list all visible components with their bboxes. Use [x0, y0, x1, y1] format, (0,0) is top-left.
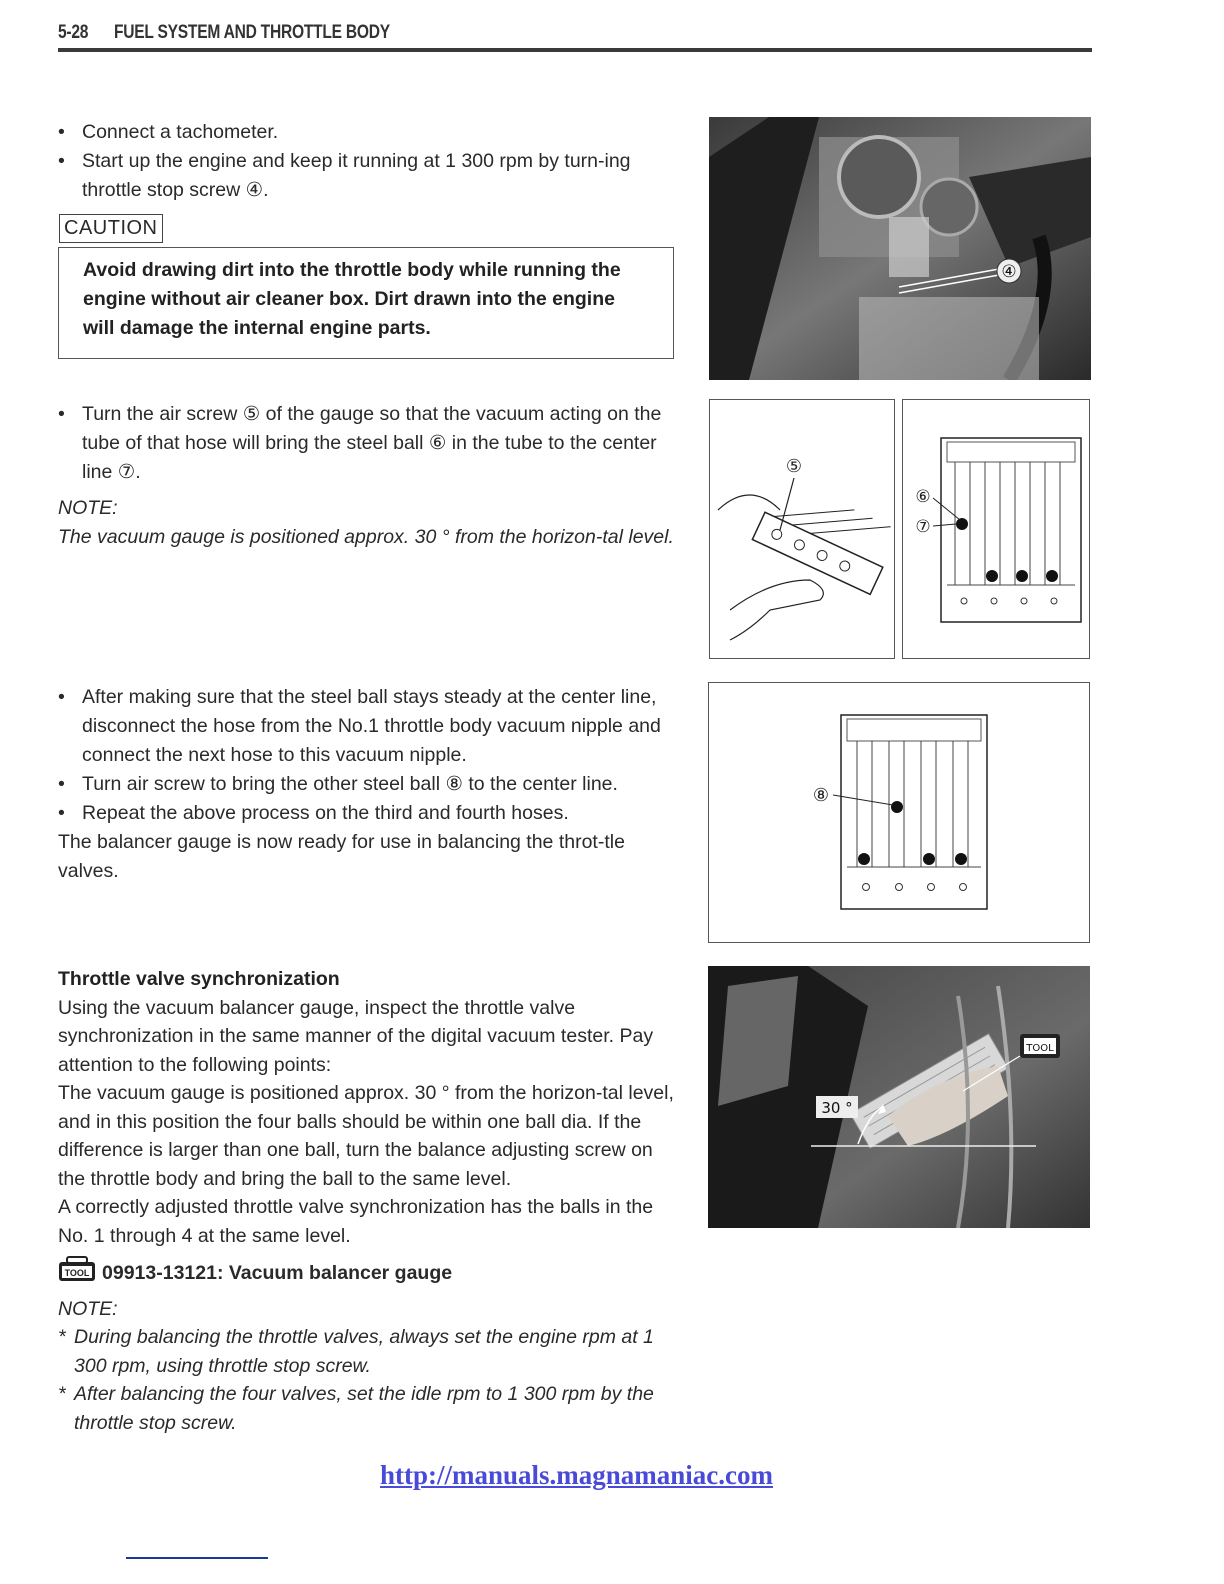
paragraph: Using the vacuum balancer gauge, inspect the throttle valve synchronization in the same manner of the digital vacuum tester. Pay attention to the following points: — [58, 996, 654, 1076]
bullet-item: • Repeat the above process on the third and fourth hoses. — [58, 799, 674, 828]
bullet-item: • Start up the engine and keep it running at 1 300 rpm by turn-ing throttle stop screw ④. — [58, 147, 674, 205]
page-header — [58, 20, 1092, 52]
callout-7: ⑦ — [915, 517, 931, 537]
bullet-item: • Turn the air screw ⑤ of the gauge so that the vacuum acting on the tube of that hose will bring the steel ball ⑥ in the tube to the center line ⑦. — [58, 400, 674, 487]
tool-icon-label: TOOL — [64, 1268, 90, 1278]
footer-url-link[interactable]: http://manuals.magnamaniac.com — [380, 1460, 774, 1490]
paragraph: The vacuum gauge is positioned approx. 30 ° from the horizon-tal level, and in this position the four balls should be within one ball dia. If the difference is larger than one ball, turn the balance adjusting screw on the throttle body and bring the ball to the same level. — [58, 1082, 674, 1190]
paragraph: A correctly adjusted throttle valve synchronization has the balls in the No. 1 through 4 at the same level. — [58, 1196, 654, 1247]
bullet-item: • Turn air screw to bring the other steel ball ⑧ to the center line. — [58, 770, 674, 799]
note-item: * After balancing the four valves, set the idle rpm to 1 300 rpm by the throttle stop screw. — [58, 1380, 674, 1437]
tool-badge: TOOL — [1026, 1043, 1054, 1054]
angle-label: 30 ° — [821, 1099, 853, 1117]
subsection-heading: Throttle valve synchronization — [58, 968, 340, 990]
bullet-item: • After making sure that the steel ball stays steady at the center line, disconnect the hose from the No.1 throttle body vacuum nipple and connect the next hose to this vacuum nipple. — [58, 683, 674, 770]
section-3 — [58, 683, 674, 886]
figure-throttle-stop-screw-photo — [709, 117, 1091, 380]
figure-gauge-center-line — [902, 399, 1090, 659]
note-text: The vacuum gauge is positioned approx. 30 ° from the horizon-tal level. — [58, 526, 674, 548]
figure-balancer-gauge-photo — [708, 966, 1090, 1228]
tool-reference — [58, 1256, 674, 1291]
paragraph: The balancer gauge is now ready for use in balancing the throt-tle valves. — [58, 831, 625, 882]
tool-text: 09913-13121: Vacuum balancer gauge — [102, 1262, 453, 1284]
callout-5: ⑤ — [785, 456, 803, 477]
callout-4: ④ — [1001, 262, 1017, 282]
caution-box: Avoid drawing dirt into the throttle body while running the engine without air cleaner box. Dirt drawn into the engine will damage the internal engine parts. — [58, 247, 674, 359]
caution-label: CAUTION — [59, 214, 163, 243]
section-4 — [58, 965, 674, 1437]
bullet-item: • Connect a tachometer. — [58, 118, 674, 147]
note-label: NOTE: — [58, 1297, 118, 1320]
page-number: 5-28 — [58, 22, 89, 43]
section-2 — [58, 400, 674, 552]
section-1-bullets — [58, 118, 674, 205]
section-title: FUEL SYSTEM AND THROTTLE BODY — [114, 22, 390, 43]
figure-gauge-second-ball — [708, 682, 1090, 943]
footer-divider — [126, 1557, 268, 1559]
note-item: * During balancing the throttle valves, always set the engine rpm at 1 300 rpm, using throttle stop screw. — [58, 1323, 674, 1380]
figure-air-screw-drawing — [709, 399, 895, 659]
callout-6: ⑥ — [915, 487, 931, 507]
tool-icon — [58, 1256, 96, 1291]
note-label: NOTE: — [58, 497, 118, 519]
callout-8: ⑧ — [812, 785, 830, 806]
